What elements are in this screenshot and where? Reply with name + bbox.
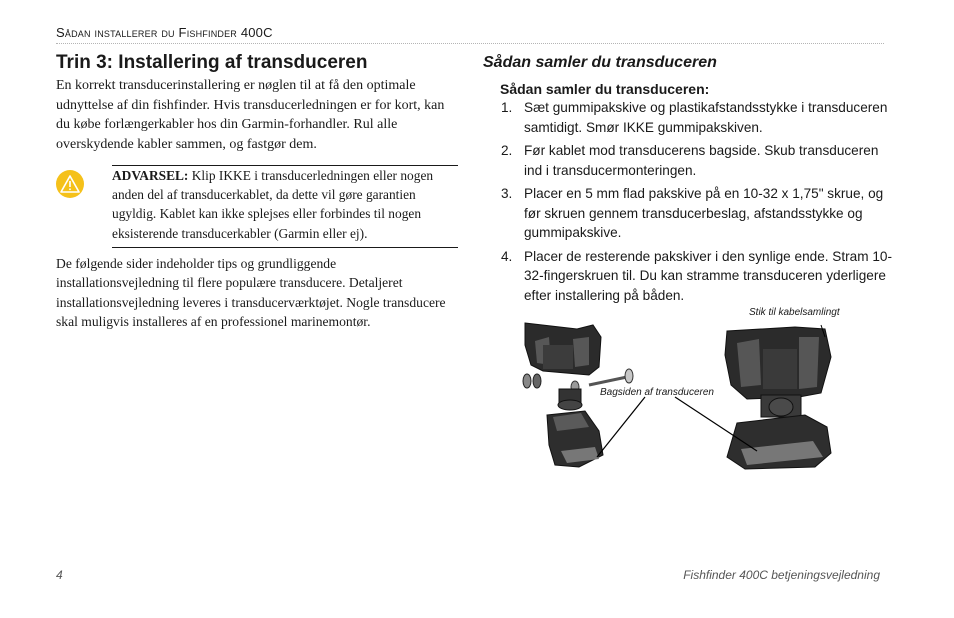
warning-text [112, 166, 458, 243]
step-item [498, 247, 898, 306]
step-text: Placer en 5 mm flad pakskive på en 10-32 x 1,75" skrue, og før skruen gennem transducerbeslag, afstandsstykke og gummipakskive. [524, 186, 884, 240]
transducer-small [547, 411, 603, 467]
steps-list [498, 98, 898, 309]
warning-label: ADVARSEL: [112, 168, 189, 183]
warning-box [112, 165, 458, 248]
label-transducer-back: Bagsiden af transduceren [600, 387, 714, 398]
warning-icon [56, 170, 84, 198]
manual-title: Fishfinder 400C betjeningsvejledning [683, 568, 880, 582]
spacer [558, 389, 582, 410]
step-item [498, 98, 898, 137]
step-item [498, 141, 898, 180]
header-divider [56, 43, 884, 44]
washers [523, 374, 541, 388]
step-text: Sæt gummipakskive og plastikafstandsstykke i transduceren samtidigt. Smør IKKE gummipakskiven. [524, 100, 888, 135]
step-number: 4. [501, 248, 513, 264]
label-cable-connector: Stik til kabelsamlingt [749, 307, 840, 318]
page-number: 4 [56, 568, 63, 582]
warning-body: Klip IKKE i transducerledningen eller nogen anden del af transducerkablet, da dette vil gøre garantien ugyldig. Kablet kan ikke splejses eller forbindes til nogen eksisterende transducerkabler (Garmin eller ej). [112, 168, 434, 241]
transducer-assembled [725, 327, 831, 469]
step-number: 3. [501, 186, 513, 201]
intro-paragraph: En korrekt transducerinstallering er nøglen til at få den optimale udnyttelse af din fishfinder. Hvis transducerledningen er for kort, kan du købe forlængerkabler hos din Garmin-forhandler. Rul alle overskydende kabler sammen, og fastgør dem. [56, 78, 445, 152]
step-text: Placer de resterende pakskiver i den synlige ende. Stram 10-32-fingerskruen til. Du kan stramme transduceren yderligere efter installering på båden. [524, 248, 892, 303]
step-text: Før kablet mod transducerens bagside. Skub transduceren ind i transducermonteringen. [524, 143, 879, 178]
subsection-heading: Sådan samler du transduceren [483, 54, 717, 71]
procedure-heading: Sådan samler du transduceren: [500, 81, 710, 97]
running-header: Sådan installerer du Fishfinder 400C [56, 25, 273, 40]
info-paragraph: De følgende sider indeholder tips og grundliggende installationsvejledning til flere populære transducere. Detaljeret installationsvejledning leveres i transducerværktøjet. Nogle transducere skal muligvis installeres af en professionel marinemontør. [56, 256, 446, 329]
bracket-exploded [525, 323, 601, 375]
step-number: 2. [501, 143, 513, 158]
section-heading: Trin 3: Installering af transduceren [56, 52, 368, 73]
step-number: 1. [501, 100, 513, 115]
step-item [498, 184, 898, 243]
